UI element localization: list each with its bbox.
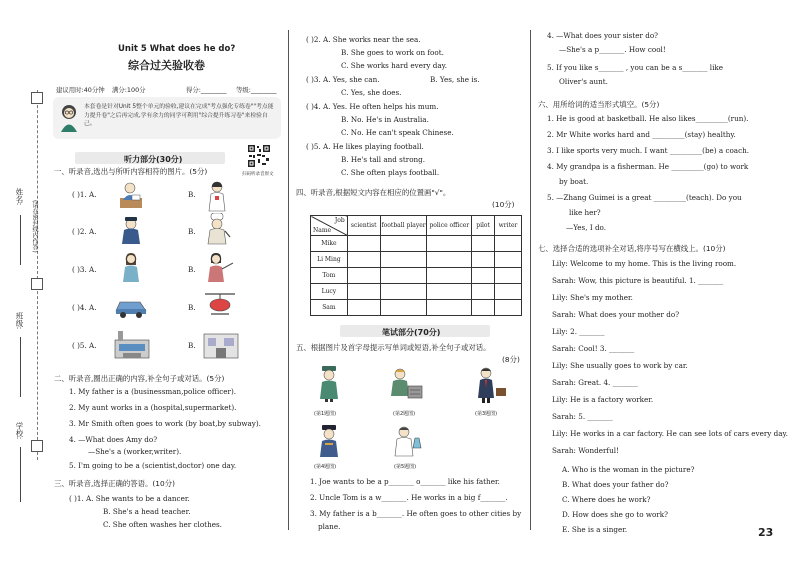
s6-line-2[interactable]: 2. Mr White works hard and _________(stay) healthy.	[547, 130, 736, 139]
s7-line-2[interactable]: Sarah: Wow, this picture is beautiful. 1. _______	[552, 276, 724, 285]
s1-q1-label: ( )1. A.	[72, 190, 97, 199]
table-header-cell: police officer	[427, 216, 472, 236]
teacher-icon	[205, 251, 235, 283]
section-6-heading: 六、用所给词的适当形式填空。(5分)	[538, 100, 660, 109]
s1-q5-label: ( )5. A.	[72, 341, 97, 350]
table-row-name: Lucy	[311, 284, 348, 300]
qr-code[interactable]	[247, 144, 271, 168]
table-cell[interactable]	[380, 284, 427, 300]
table-corner	[311, 216, 348, 236]
teacher-avatar	[58, 103, 80, 133]
s1-q2-b: B.	[188, 227, 196, 236]
table-row-name: Tom	[311, 268, 348, 284]
s3-q3-a[interactable]: ( )3. A. Yes, she can.	[306, 75, 380, 84]
section-5-score: (8分)	[502, 355, 520, 364]
table-cell[interactable]	[347, 252, 380, 268]
section-3-heading: 三、听录音,选择正确的答语。(10分)	[54, 479, 175, 488]
pic-caption-3: (第3题图)	[475, 411, 498, 417]
table-cell[interactable]	[380, 236, 427, 252]
table-cell[interactable]	[347, 284, 380, 300]
school-blank	[20, 447, 21, 502]
table-cell[interactable]	[495, 268, 522, 284]
qr-code-icon	[247, 144, 271, 168]
s7-line-6[interactable]: Sarah: Cool! 3. _______	[552, 344, 635, 353]
scientist-pic-icon	[390, 424, 426, 458]
corner-name-label: Name	[313, 227, 332, 234]
singer-icon	[118, 251, 144, 283]
s7-option-e: E. She is a singer.	[562, 525, 628, 534]
table-cell[interactable]	[495, 252, 522, 268]
listening-header: 听力部分(30分)	[124, 155, 183, 164]
name-blank	[20, 215, 21, 265]
writing-header: 笔试部分(70分)	[382, 328, 441, 337]
table-cell[interactable]	[472, 268, 495, 284]
table-cell[interactable]	[380, 300, 427, 316]
job-table	[310, 215, 522, 316]
s5-line-3[interactable]: 3. My father is a b_______. He often goes to other cities by	[310, 509, 522, 518]
pic-caption-1: (第1题图)	[314, 411, 337, 417]
s2-line-4b[interactable]: —She's a (worker,writer).	[88, 447, 182, 456]
table-cell[interactable]	[472, 284, 495, 300]
s6-line-5c: —Yes, I do.	[566, 223, 607, 232]
s7-option-a: A. Who is the woman in the picture?	[562, 465, 695, 474]
table-cell[interactable]	[472, 236, 495, 252]
s7-line-12: Sarah: Wonderful!	[552, 446, 619, 455]
corner-job-label: Job	[334, 217, 345, 224]
s7-line-3: Lily: She's my mother.	[552, 293, 633, 302]
table-cell[interactable]	[347, 268, 380, 284]
school-label: 学校:	[15, 422, 24, 440]
s2-line-4: 4. —What does Amy do?	[69, 435, 158, 444]
seal-dashed-line	[37, 90, 39, 460]
s3-q1-c[interactable]: C. She often washes her clothes.	[103, 520, 222, 529]
s3-q4-a[interactable]: ( )4. A. Yes. He often helps his mum.	[306, 102, 439, 111]
table-header-cell: scientist	[347, 216, 380, 236]
table-row-name: Mike	[311, 236, 348, 252]
seal-box	[31, 92, 43, 104]
section-4-score: (10分)	[492, 200, 515, 209]
s6-line-5b: like her?	[569, 208, 601, 217]
s3-q3-b[interactable]: B. Yes, she is.	[430, 75, 480, 84]
s6-line-5[interactable]: 5. —Zhang Guimei is a great _________(teach). Do you	[547, 193, 742, 202]
qr-caption: 扫码听录音原文	[242, 172, 274, 177]
s2-line-5[interactable]: 5. I'm going to be a (scientist,doctor) one day.	[69, 461, 237, 470]
column-divider	[530, 30, 531, 530]
factory-icon	[113, 328, 151, 360]
s5-line-2[interactable]: 2. Uncle Tom is a w_______. He works in a big f_______.	[310, 493, 508, 502]
rating-field[interactable]: 等级:________	[236, 86, 277, 94]
seal-note: (请在密封线内作答)	[31, 200, 38, 253]
police-officer-pic-icon	[316, 366, 342, 402]
table-cell[interactable]	[380, 252, 427, 268]
table-row-name: Sam	[311, 300, 348, 316]
table-cell[interactable]	[427, 268, 472, 284]
table-cell[interactable]	[427, 284, 472, 300]
s1-q4-label: ( )4. A.	[72, 303, 97, 312]
s3-q2-a[interactable]: ( )2. A. She works near the sea.	[306, 35, 421, 44]
s5-line-5[interactable]: 5. If you like s_______ , you can be a s_______ like	[547, 63, 723, 72]
s3-q2-b[interactable]: B. She goes to work on foot.	[341, 48, 444, 57]
pic-caption-4: (第4题图)	[314, 464, 337, 470]
s3-q3-c[interactable]: C. Yes, she does.	[341, 88, 402, 97]
seal-box	[31, 278, 43, 290]
s3-q5-c[interactable]: C. She often plays football.	[341, 168, 440, 177]
s7-option-d: D. How does she go to work?	[562, 510, 668, 519]
s2-line-3[interactable]: 3. Mr Smith often goes to work (by boat,by subway).	[69, 419, 261, 428]
unit-title: Unit 5 What does he do?	[118, 44, 236, 54]
class-label: 班级:	[15, 312, 24, 330]
s3-q2-c[interactable]: C. She works hard every day.	[341, 61, 448, 70]
writer-icon	[118, 180, 144, 210]
cook-icon	[205, 213, 231, 245]
s7-line-11: Lily: He works in a car factory. He can see lots of cars every day.	[552, 429, 788, 438]
s7-line-10[interactable]: Sarah: 5. _______	[552, 412, 613, 421]
suggested-time: 建议用时:40分钟	[56, 86, 105, 94]
table-cell[interactable]	[495, 236, 522, 252]
table-header-cell: football player	[380, 216, 427, 236]
s3-q5-b[interactable]: B. He's tall and strong.	[341, 155, 426, 164]
section-4-heading: 四、听录音,根据短文内容在相应的位置画"√"。	[296, 188, 451, 197]
table-cell[interactable]	[427, 300, 472, 316]
table-cell[interactable]	[380, 268, 427, 284]
table-cell[interactable]	[495, 300, 522, 316]
office-building-icon	[202, 328, 240, 360]
table-cell[interactable]	[495, 284, 522, 300]
factory-worker-pic-icon	[388, 366, 424, 402]
car-icon	[114, 291, 148, 319]
s6-line-4[interactable]: 4. My grandpa is a fisherman. He _________(go) to work	[547, 162, 749, 171]
exam-title: 综合过关验收卷	[128, 59, 205, 72]
table-row-name: Li Ming	[311, 252, 348, 268]
teacher-avatar-icon	[58, 103, 80, 133]
s3-q1-b[interactable]: B. She's a head teacher.	[103, 507, 191, 516]
police-officer-icon	[118, 215, 144, 245]
s3-q4-c[interactable]: C. No. He can't speak Chinese.	[341, 128, 454, 137]
page-number: 23	[758, 526, 774, 539]
s2-line-2[interactable]: 2. My aunt works in a (hospital,supermarket).	[69, 403, 237, 412]
s1-q5-b: B.	[188, 341, 196, 350]
full-score: 满分:100分	[112, 86, 146, 94]
s5-line-4: 4. —What does your sister do?	[547, 31, 659, 40]
s3-q1-a[interactable]: ( )1. A. She wants to be a dancer.	[69, 494, 190, 503]
doctor-icon	[206, 180, 228, 212]
seal-box	[31, 440, 43, 452]
table-header-cell: pilot	[472, 216, 495, 236]
table-cell[interactable]	[427, 252, 472, 268]
s5-line-3b: plane.	[318, 522, 341, 531]
s7-line-4: Sarah: What does your mother do?	[552, 310, 680, 319]
businessman-pic-icon	[474, 366, 508, 404]
s1-q2-label: ( )2. A.	[72, 227, 97, 236]
s6-line-1[interactable]: 1. He is good at basketball. He also likes_________(run).	[547, 114, 749, 123]
class-blank	[20, 337, 21, 397]
s1-q3-label: ( )3. A.	[72, 265, 97, 274]
name-label: 姓名:	[15, 188, 24, 206]
helicopter-icon	[203, 290, 237, 320]
s1-q4-b: B.	[188, 303, 196, 312]
table-cell[interactable]	[347, 300, 380, 316]
pilot-pic-icon	[316, 424, 342, 458]
s7-option-b: B. What does your father do?	[562, 480, 669, 489]
s1-q3-b: B.	[188, 265, 196, 274]
table-cell[interactable]	[427, 236, 472, 252]
s5-line-5b: Oliver's aunt.	[559, 77, 608, 86]
teacher-note-text: 本套卷是针对Unit 5整个单元的验收,建议在完成"考点强化专练卷""考点能力提升卷"之后再完成,学有余力的同学可利用"综合提升练习卷"来检验自己。	[84, 104, 274, 128]
table-cell[interactable]	[472, 300, 495, 316]
pic-caption-2: (第2题图)	[393, 411, 416, 417]
score-field[interactable]: 得分:________	[186, 86, 227, 94]
s5-line-4b[interactable]: —She's a p_______. How cool!	[559, 45, 666, 54]
table-cell[interactable]	[472, 252, 495, 268]
s3-q5-a[interactable]: ( )5. A. He likes playing football.	[306, 142, 424, 151]
s7-line-8[interactable]: Sarah: Great. 4. _______	[552, 378, 638, 387]
section-7-heading: 七、选择合适的选项补全对话,将序号写在横线上。(10分)	[538, 244, 726, 253]
s5-line-1[interactable]: 1. Joe wants to be a p_______ o_______ like his father.	[310, 477, 500, 486]
table-cell[interactable]	[347, 236, 380, 252]
section-5-heading: 五、根据图片及首字母提示写单词或短语,补全句子或对话。	[296, 343, 491, 352]
s1-q1-b: B.	[188, 190, 196, 199]
section-2-heading: 二、听录音,圈出正确的内容,补全句子或对话。(5分)	[54, 374, 225, 383]
s3-q4-b[interactable]: B. No. He's in Australia.	[341, 115, 429, 124]
section-1-heading: 一、听录音,选出与所听内容相符的图片。(5分)	[54, 167, 208, 176]
s6-line-4b: by boat.	[559, 177, 589, 186]
pic-caption-5: (第5题图)	[394, 464, 417, 470]
s2-line-1[interactable]: 1. My father is a (businessman,police officer).	[69, 387, 237, 396]
s7-line-5[interactable]: Lily: 2. _______	[552, 327, 605, 336]
s7-option-c: C. Where does he work?	[562, 495, 651, 504]
s7-line-1: Lily: Welcome to my home. This is the living room.	[552, 259, 737, 268]
table-header-cell: writer	[495, 216, 522, 236]
column-divider	[288, 30, 289, 530]
s6-line-3[interactable]: 3. I like sports very much. I want _________(be) a coach.	[547, 146, 750, 155]
s7-line-7: Lily: She usually goes to work by car.	[552, 361, 688, 370]
s7-line-9: Lily: He is a factory worker.	[552, 395, 654, 404]
